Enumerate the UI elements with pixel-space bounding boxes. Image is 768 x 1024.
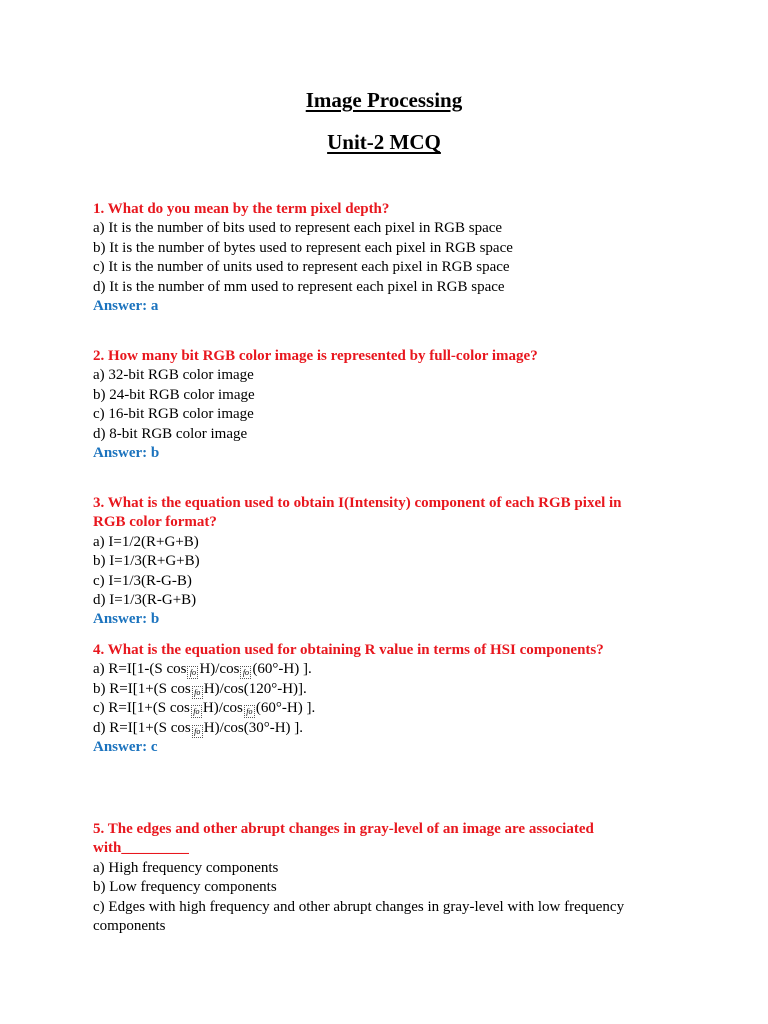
- answer-text: Answer: a: [93, 298, 159, 315]
- missing-glyph-icon: fo: [187, 666, 198, 679]
- option-c: c) I=1/3(R-G-B): [93, 572, 192, 589]
- question-text: 2. How many bit RGB color image is represented by full-color image?: [93, 348, 538, 364]
- option-d: d) 8-bit RGB color image: [93, 425, 248, 442]
- document-subtitle: Unit-2 MCQ: [327, 130, 441, 154]
- formula-part: H)/cos: [199, 661, 240, 678]
- formula-part: d) R=I[1+(S cos: [93, 719, 191, 736]
- option-b: b) 24-bit RGB color image: [93, 386, 255, 403]
- option-c: c) It is the number of units used to represent each pixel in RGB space: [93, 259, 510, 276]
- formula-part: (60°-H) ].: [255, 700, 316, 717]
- document-title: Image Processing: [305, 88, 463, 112]
- option-d: d) It is the number of mm used to represent each pixel in RGB space: [93, 278, 505, 295]
- missing-glyph-icon: fo: [192, 686, 203, 699]
- question-text-line-1: 3. What is the equation used to obtain I(Intensity) component of each RGB pixel in: [93, 495, 622, 511]
- formula-part: a) R=I[1-(S cos: [93, 661, 187, 678]
- option-d: [93, 719, 693, 738]
- question-text-line-2: with_________: [93, 840, 189, 857]
- answer-text: Answer: c: [93, 739, 158, 756]
- formula-part: H)/cos(120°-H)].: [203, 680, 307, 697]
- option-d: d) I=1/3(R-G+B): [93, 592, 197, 609]
- option-a: a) It is the number of bits used to represent each pixel in RGB space: [93, 220, 503, 237]
- option-a: a) I=1/2(R+G+B): [93, 533, 199, 550]
- question-block-3: [93, 494, 693, 630]
- missing-glyph-icon: fo: [192, 725, 203, 738]
- option-b: b) It is the number of bytes used to represent each pixel in RGB space: [93, 239, 513, 256]
- question-text-line-2: RGB color format?: [93, 514, 217, 531]
- formula-part: (60°-H) ].: [252, 661, 312, 678]
- option-a: [93, 660, 693, 679]
- missing-glyph-icon: fo: [240, 666, 251, 679]
- missing-glyph-icon: fo: [191, 705, 202, 718]
- formula-part: H)/cos(30°-H) ].: [203, 719, 304, 736]
- question-block-5: [93, 820, 693, 936]
- answer-text: Answer: b: [93, 611, 160, 628]
- option-c: c) 16-bit RGB color image: [93, 406, 254, 423]
- option-b: [93, 680, 693, 699]
- formula-part: b) R=I[1+(S cos: [93, 680, 191, 697]
- formula-part: c) R=I[1+(S cos: [93, 700, 190, 717]
- formula-part: H)/cos: [202, 700, 243, 717]
- option-c-continued: components: [93, 918, 166, 935]
- option-c: c) Edges with high frequency and other abrupt changes in gray-level with low frequency: [93, 898, 625, 915]
- question-text: 4. What is the equation used for obtaining R value in terms of HSI components?: [93, 642, 604, 658]
- missing-glyph-icon: fo: [244, 705, 255, 718]
- question-text: 1. What do you mean by the term pixel depth?: [93, 201, 390, 217]
- answer-text: Answer: b: [93, 445, 160, 462]
- option-b: b) I=1/3(R+G+B): [93, 553, 200, 570]
- option-a: a) High frequency components: [93, 859, 279, 876]
- question-text-line-1: 5. The edges and other abrupt changes in gray-level of an image are associated: [93, 821, 594, 837]
- question-block-2: [93, 347, 693, 463]
- question-block-1: [93, 200, 693, 316]
- option-b: b) Low frequency components: [93, 879, 277, 896]
- question-block-4: [93, 641, 693, 757]
- option-c: [93, 699, 693, 718]
- option-a: a) 32-bit RGB color image: [93, 367, 254, 384]
